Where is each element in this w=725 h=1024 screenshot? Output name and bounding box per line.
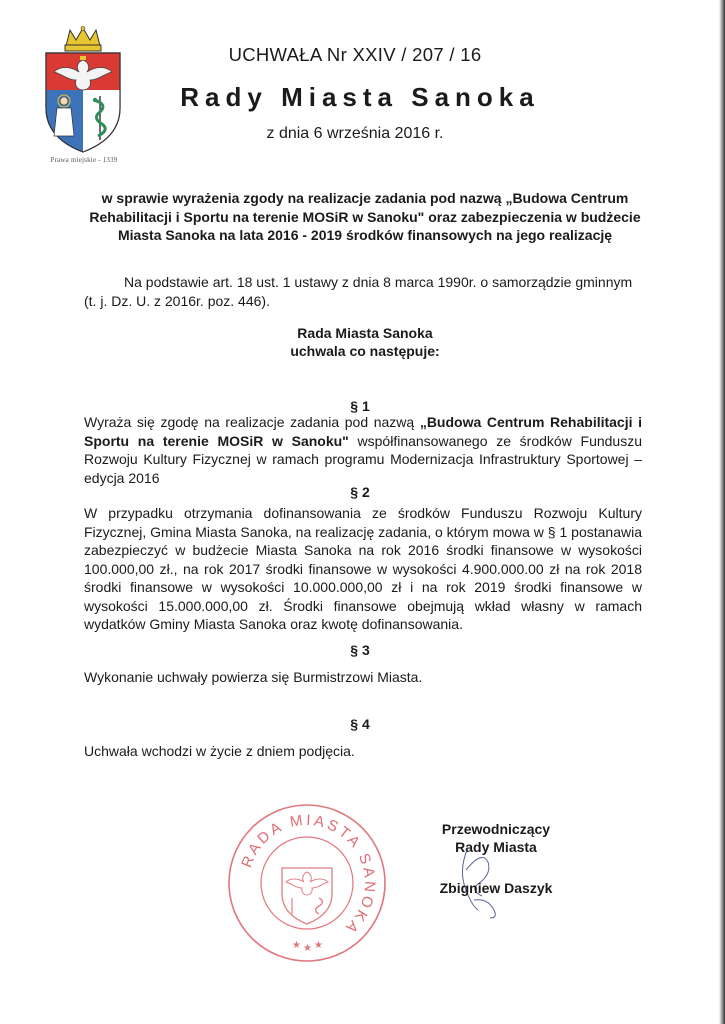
svg-text:★: ★ [292,940,301,951]
stamp-emblem-icon [282,868,332,924]
city-coat-of-arms [40,26,126,156]
section-1-text-end: współfinansowanego ze środków Funduszu Rozwoju Kultury Fizycznej w ramach programu Modernizacja Infrastruktury Sportowej – edycja 2016 [84,432,642,486]
resolve-line-2: uchwala co następuje: [290,343,440,359]
section-2-sign: § 2 [350,484,370,500]
stamp-stars-icon [292,940,323,954]
signatory-name: Zbigniew Daszyk [439,880,553,896]
resolve-line-1: Rada Miasta Sanoka [297,325,433,341]
signatory-role-line-1: Przewodniczący [441,821,551,837]
task-name: „Budowa Centrum Rehabilitacji i Sportu na terenie MOSiR w Sanoku" [84,414,642,449]
scan-edge-shadow [719,0,725,1024]
section-4-sign: § 4 [350,716,370,732]
svg-text:RADA MIASTA SANOKA [238,812,378,939]
section-1-text [84,413,642,487]
legal-basis: Na podstawie art. 18 ust. 1 ustawy z dnia 8 marca 1990r. o samorządzie gminnym (t. j. Dz. U. z 2016r. poz. 446). [84,274,633,309]
section-1-sign: § 1 [350,398,370,414]
council-stamp [222,798,392,968]
council-name: Rady Miasta Sanoka [180,82,540,112]
svg-text:★: ★ [303,943,312,954]
resolution-title: UCHWAŁA Nr XXIV / 207 / 16 [228,44,482,65]
section-1-text-start: Wyraża się zgodę na realizacje zadania pod nazwą [84,414,420,430]
signatory-role-line-2: Rady Miasta [455,839,537,855]
stamp-text: RADA MIASTA SANOKA [238,811,379,939]
crest-caption: Prawa miejskie - 1339 [50,156,118,164]
crown-icon [65,27,101,52]
section-4-text: Uchwała wchodzi w życie z dniem podjęcia. [84,743,355,759]
resolve-clause [150,324,580,360]
resolution-date: z dnia 6 września 2016 r. [266,125,444,142]
resolution-subject: w sprawie wyrażenia zgody na realizacje zadania pod nazwą „Budowa Centrum Rehabilitacji i Sportu na terenie MOSiR w Sanoku" oraz zabezpieczenia w budżecie Miasta Sanoka na lata 2016 - 2019 środków finansowych na jego realizację [89,190,641,243]
section-2-text: W przypadku otrzymania dofinansowania ze środków Funduszu Rozwoju Kultury Fizycznej, Gmina Miasta Sanoka, na realizację zadania, o którym mowa w § 1 postanawia zabezpieczyć w budżecie Miasta Sanoka na rok 2016 środki finansowe w wysokości 100.000,00 zł., na rok 2017 środki finansowe w wysokości 4.900.000.00 zł na rok 2018 środki finansowe w wysokości 10.000.000,00 zł i na rok 2019 środki finansowe w wysokości 15.000.000,00 zł. Środki finansowe obejmują wkład własny w ramach wydatków Gminy Miasta Sanoka oraz kwotę dofinansowania. [84,505,642,632]
section-3-text: Wykonanie uchwały powierza się Burmistrzowi Miasta. [84,669,423,685]
section-3-sign: § 3 [350,642,370,658]
svg-text:★: ★ [314,940,323,951]
